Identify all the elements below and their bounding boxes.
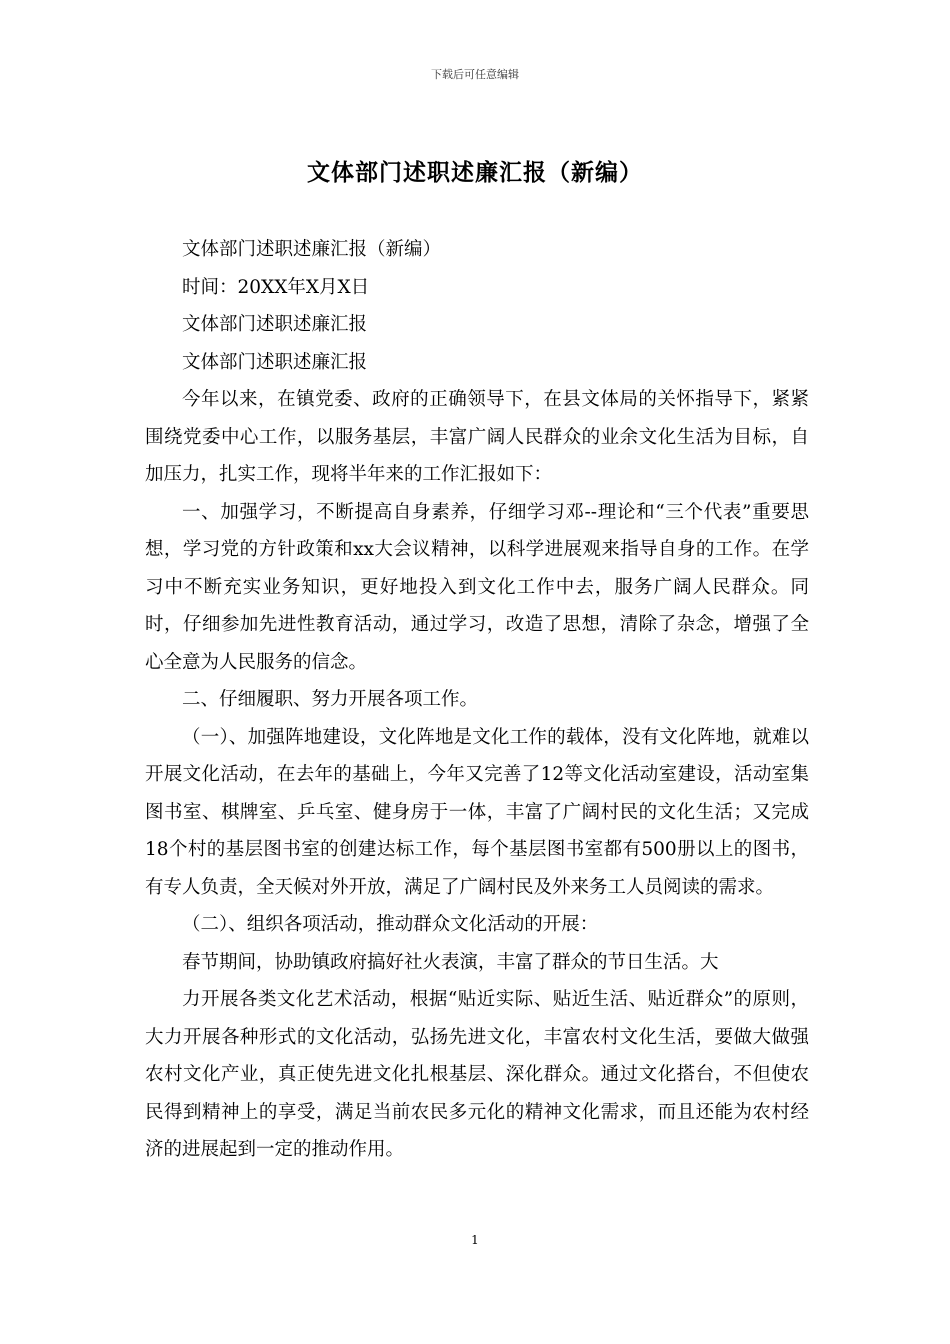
- paragraph: 力开展各类文化艺术活动，根据“贴近实际、贴近生活、贴近群众”的原则，大力开展各种形式的文化活动，弘扬先进文化，丰富农村文化生活，要做大做强农村文化产业，真正使先进文化扎根基层、深化群众。通过文化搭台，不但使农民得到精神上的享受，满足当前农民多元化的精神文化需求，而且还能为农村经济的进展起到一定的推动作用。: [145, 989, 809, 1160]
- paragraph: 二、仔细履职、努力开展各项工作。: [182, 689, 479, 710]
- paragraph: 文体部门述职述廉汇报: [182, 314, 368, 335]
- paragraph: （二）、组织各项活动，推动群众文化活动的开展：: [182, 914, 599, 935]
- paragraph: 一、加强学习，不断提高自身素养，仔细学习邓--理论和“三个代表”重要思想，学习党的方针政策和xx大会议精神，以科学进展观来指导自身的工作。在学习中不断充实业务知识，更好地投入到文化工作中去，服务广阔人民群众。同时，仔细参加先进性教育活动，通过学习，改造了思想，清除了杂念，增强了全心全意为人民服务的信念。: [145, 501, 809, 673]
- header-note: 下载后可任意编辑: [431, 68, 519, 81]
- document-title: 文体部门述职述廉汇报（新编）: [307, 159, 643, 186]
- paragraph: 今年以来，在镇党委、政府的正确领导下，在县文体局的关怀指导下，紧紧围绕党委中心工作，以服务基层，丰富广阔人民群众的业余文化生活为目标，自加压力，扎实工作，现将半年来的工作汇报如下：: [145, 389, 809, 485]
- page-number: 1: [471, 1233, 479, 1247]
- paragraph: 文体部门述职述廉汇报: [182, 351, 368, 373]
- paragraph: 春节期间，协助镇政府搞好社火表演，丰富了群众的节日生活。大: [182, 951, 719, 973]
- paragraph: 文体部门述职述廉汇报（新编）: [182, 239, 442, 260]
- document-body: [145, 231, 809, 1169]
- paragraph: （一）、加强阵地建设，文化阵地是文化工作的载体，没有文化阵地，就难以开展文化活动，在去年的基础上，今年又完善了12等文化活动室建设，活动室集图书室、棋牌室、乒乓室、健身房于一体，丰富了广阔村民的文化生活；又完成18个村的基层图书室的创建达标工作，每个基层图书室都有500册以上的图书，有专人负责，全天候对外开放，满足了广阔村民及外来务工人员阅读的需求。: [145, 726, 809, 898]
- paragraph: 时间：20XX年X月X日: [182, 276, 370, 298]
